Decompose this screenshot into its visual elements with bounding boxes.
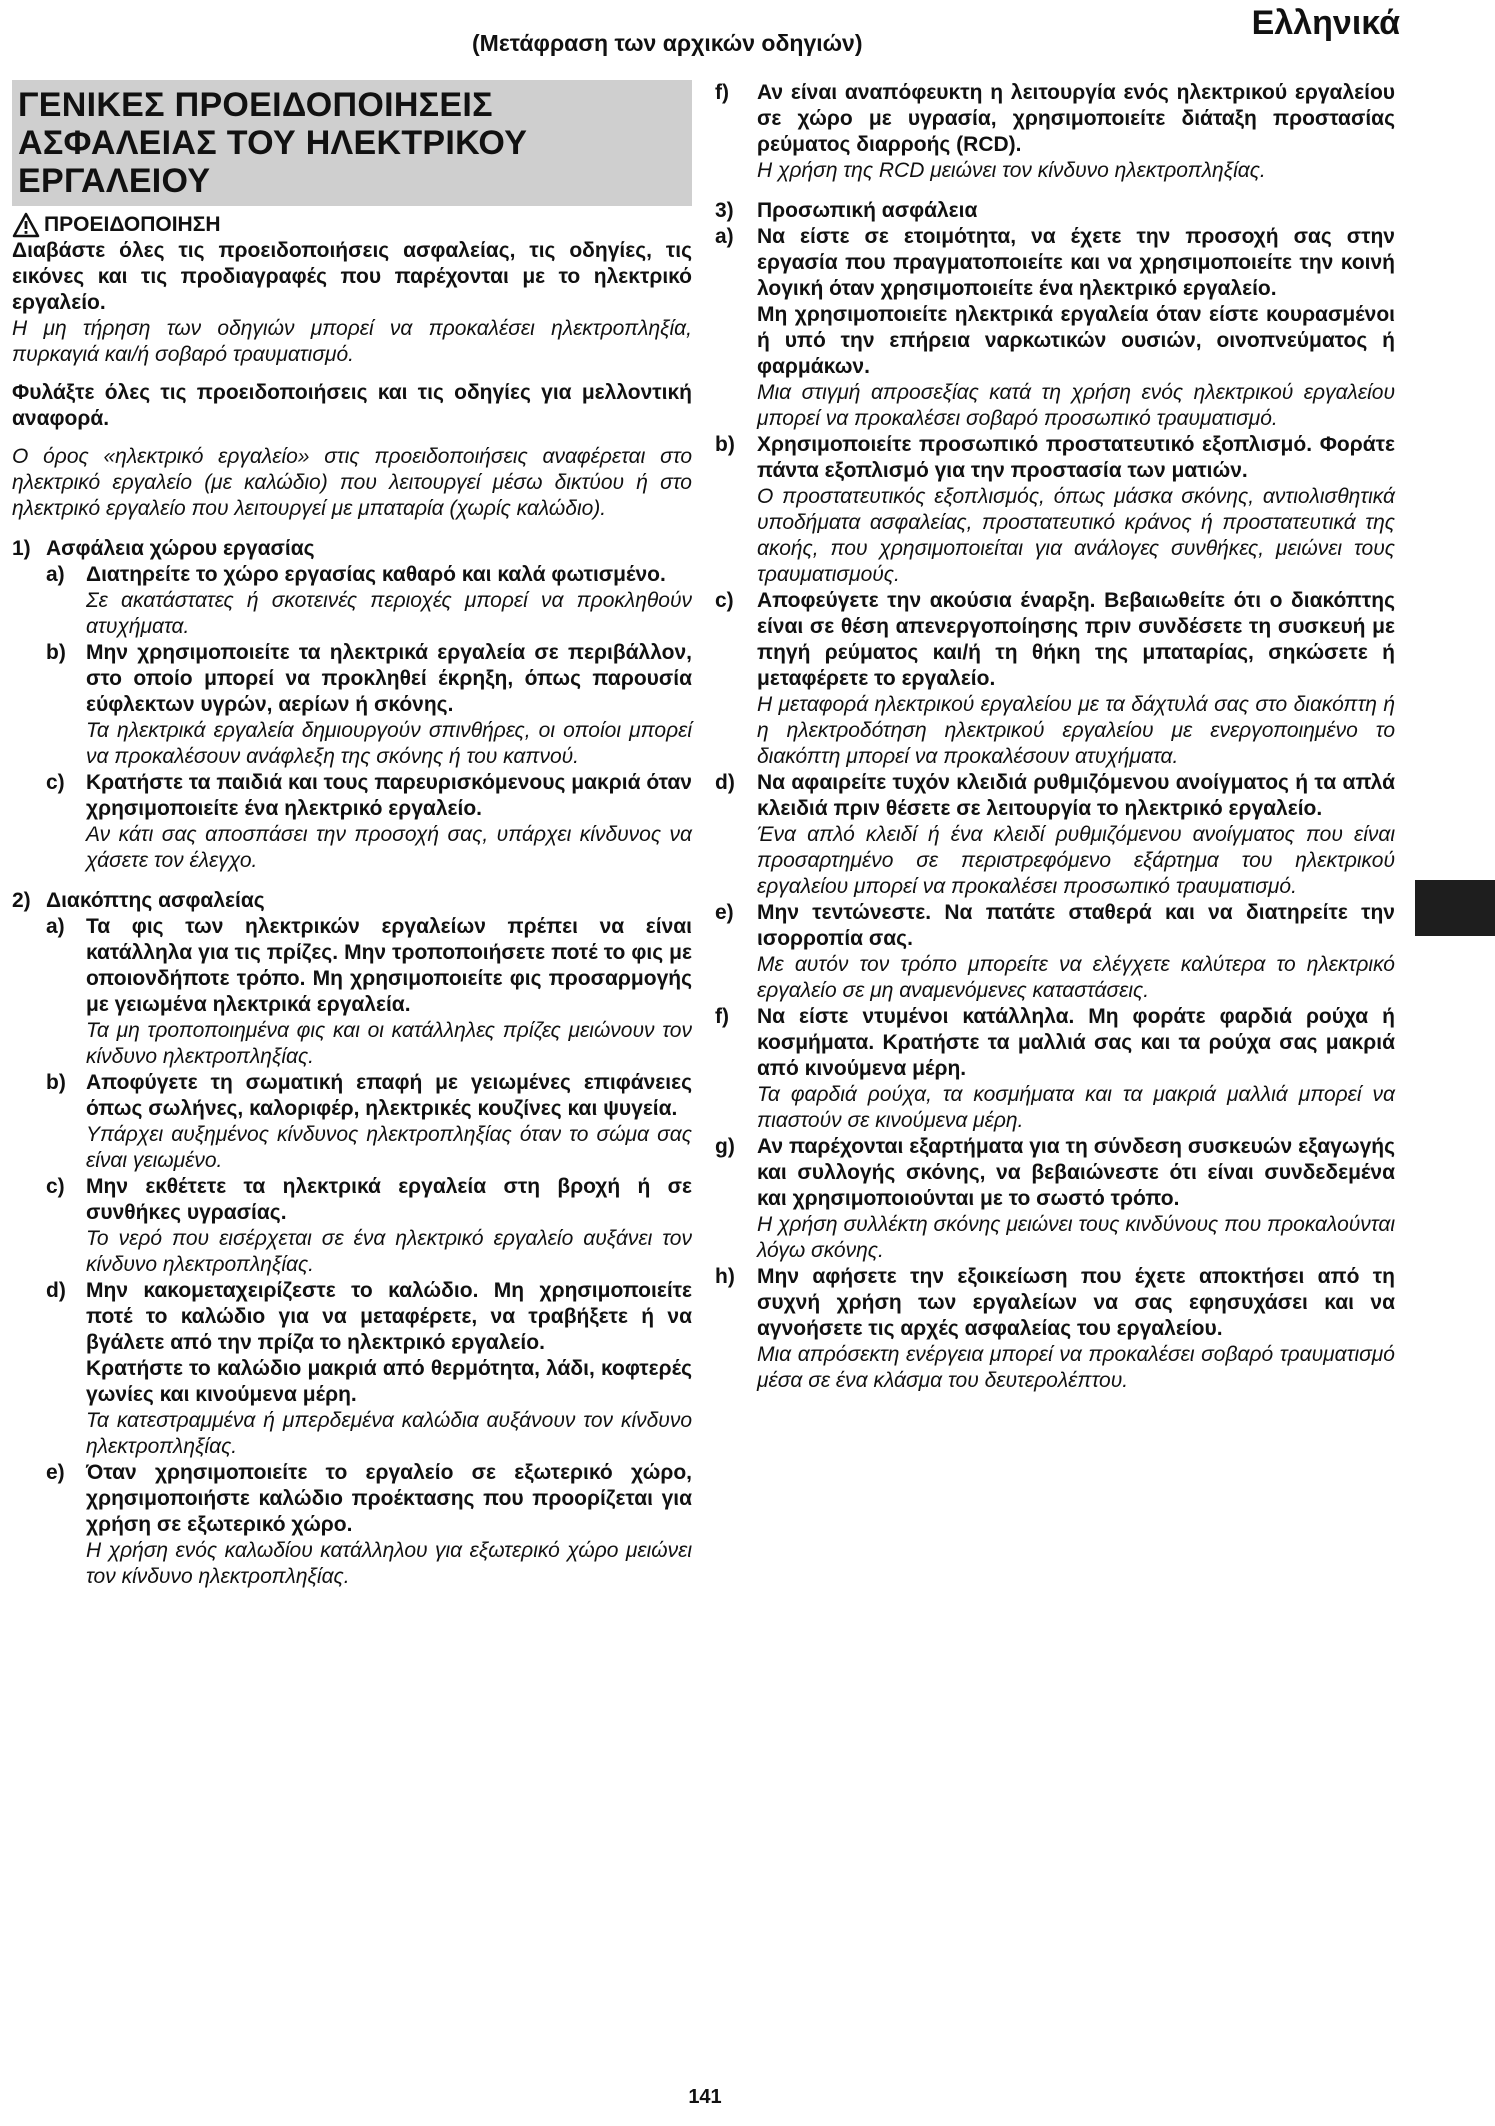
- item-instruction-extra: Μη χρησιμοποιείτε ηλεκτρικά εργαλεία όταν είστε κουρασμένοι ή υπό την επήρεια ναρκωτικών ουσιών, οινοπνεύματος ή φαρμάκων.: [757, 303, 1395, 378]
- item-instruction: Διατηρείτε το χώρο εργασίας καθαρό και καλά φωτισμένο.: [86, 563, 666, 586]
- list-item: [46, 1278, 692, 1460]
- item-label: a): [715, 225, 734, 248]
- list-item: [715, 770, 1395, 900]
- list-item: [46, 1070, 692, 1174]
- section-1-list: [12, 562, 692, 874]
- list-item: [715, 900, 1395, 1004]
- list-item: [46, 914, 692, 1070]
- section-3-heading: [715, 198, 1395, 224]
- intro-consequence: Η μη τήρηση των οδηγιών μπορεί να προκαλέσει ηλεκτροπληξία, πυρκαγιά και/ή σοβαρό τραυματισμό.: [12, 317, 692, 366]
- page-title: [12, 80, 692, 206]
- item-explanation: Αν κάτι σας αποσπάσει την προσοχή σας, υπάρχει κίνδυνος να χάσετε τον έλεγχο.: [86, 823, 692, 872]
- item-label: e): [46, 1461, 65, 1484]
- item-explanation: Με αυτόν τον τρόπο μπορείτε να ελέγχετε καλύτερα το ηλεκτρικό εργαλείο σε μη αναμενόμενες καταστάσεις.: [757, 953, 1395, 1002]
- intro-keep-instructions: Φυλάξτε όλες τις προειδοποιήσεις και τις οδηγίες για μελλοντική αναφορά.: [12, 381, 692, 430]
- list-item: [715, 1004, 1395, 1134]
- item-instruction: Μην κακομεταχειρίζεστε το καλώδιο. Μη χρησιμοποιείτε ποτέ το καλώδιο για να μεταφέρετε, να τραβήξετε ή να βγάλετε από την πρίζα το ηλεκτρικό εργαλείο.: [86, 1279, 692, 1354]
- list-item: [46, 640, 692, 770]
- item-instruction: Χρησιμοποιείτε προσωπικό προστατευτικό εξοπλισμό. Φοράτε πάντα εξοπλισμό για την προστασία των ματιών.: [757, 433, 1395, 482]
- item-explanation: Ο προστατευτικός εξοπλισμός, όπως μάσκα σκόνης, αντιολισθητικά υποδήματα ασφαλείας, προστατευτικό κράνος ή προστατευτικά της ακοής, που χρησιμοποιείται για ανάλογες συνθήκες, μειώνει τους τραυματισμούς.: [757, 485, 1395, 586]
- list-item: [715, 80, 1395, 184]
- list-item: [46, 562, 692, 640]
- section-tab-marker: [1415, 880, 1495, 936]
- item-explanation: Τα φαρδιά ρούχα, τα κοσμήματα και τα μακριά μαλλιά μπορεί να πιαστούν σε κινούμενα μέρη.: [757, 1083, 1395, 1132]
- item-label: f): [715, 81, 729, 104]
- item-instruction: Να είστε ντυμένοι κατάλληλα. Μη φοράτε φαρδιά ρούχα ή κοσμήματα. Κρατήστε τα μαλλιά σας και τα ρούχα σας μακριά από κινούμενα μέρη.: [757, 1005, 1395, 1080]
- item-label: f): [715, 1005, 729, 1028]
- item-instruction: Τα φις των ηλεκτρικών εργαλείων πρέπει να είναι κατάλληλα για τις πρίζες. Μην τροποποιήσετε ποτέ το φις με οποιονδήποτε τρόπο. Μη χρησιμοποιείτε φις προσαρμογής με γειωμένα ηλεκτρικά εργαλεία.: [86, 915, 692, 1016]
- section-title: Προσωπική ασφάλεια: [757, 199, 978, 222]
- item-instruction: Όταν χρησιμοποιείτε το εργαλείο σε εξωτερικό χώρο, χρησιμοποιήστε καλώδιο προέκτασης που προορίζεται για χρήση σε εξωτερικό χώρο.: [86, 1461, 692, 1536]
- item-instruction: Να είστε σε ετοιμότητα, να έχετε την προσοχή σας στην εργασία που πραγματοποιείτε και να χρησιμοποιείτε την κοινή λογική όταν χρησιμοποιείτε ένα ηλεκτρικό εργαλείο.: [757, 225, 1395, 300]
- item-explanation: Η μεταφορά ηλεκτρικού εργαλείου με τα δάχτυλά σας στο διακόπτη ή η ηλεκτροδότηση ηλεκτρικού εργαλείου με ενεργοποιημένο το διακόπτη μπορεί να προκαλέσουν ατυχήματα.: [757, 693, 1395, 768]
- item-instruction: Μην χρησιμοποιείτε τα ηλεκτρικά εργαλεία σε περιβάλλον, στο οποίο μπορεί να προκληθεί έκρηξη, όπως παρουσία εύφλεκτων υγρών, αερίων ή σκόνης.: [86, 641, 692, 716]
- section-title: Ασφάλεια χώρου εργασίας: [46, 537, 315, 560]
- item-explanation: Τα μη τροποποιημένα φις και οι κατάλληλες πρίζες μειώνουν τον κίνδυνο ηλεκτροπληξίας.: [86, 1019, 692, 1068]
- list-item: [715, 432, 1395, 588]
- item-instruction: Κρατήστε τα παιδιά και τους παρευρισκόμενους μακριά όταν χρησιμοποιείτε ένα ηλεκτρικό εργαλείο.: [86, 771, 692, 820]
- section-2-heading: [12, 888, 692, 914]
- section-number: 3): [715, 199, 734, 222]
- left-column: [12, 80, 692, 1590]
- title-line: ΕΡΓΑΛΕΙΟΥ: [18, 162, 211, 200]
- item-label: d): [715, 771, 735, 794]
- list-item: [715, 1264, 1395, 1394]
- section-number: 2): [12, 889, 31, 912]
- list-item: [715, 224, 1395, 432]
- title-line: ΑΣΦΑΛΕΙΑΣ ΤΟΥ ΗΛΕΚΤΡΙΚΟΥ: [18, 124, 528, 162]
- item-explanation: Ένα απλό κλειδί ή ένα κλειδί ρυθμιζόμενου ανοίγματος που είναι προσαρτημένο σε περιστρεφόμενο εξάρτημα του ηλεκτρικού εργαλείου μπορεί να προκαλέσει προσωπικό τραυματισμό.: [757, 823, 1395, 898]
- item-explanation: Το νερό που εισέρχεται σε ένα ηλεκτρικό εργαλείο αυξάνει τον κίνδυνο ηλεκτροπληξίας.: [86, 1227, 692, 1276]
- item-label: c): [46, 1175, 65, 1198]
- item-label: a): [46, 915, 65, 938]
- warning-label: ΠΡΟΕΙΔΟΠΟΙΗΣΗ: [44, 213, 221, 236]
- intro-read-all: Διαβάστε όλες τις προειδοποιήσεις ασφαλείας, τις οδηγίες, τις εικόνες και τις προδιαγραφές που παρέχονται με το ηλεκτρικό εργαλείο.: [12, 239, 692, 314]
- item-explanation: Η χρήση συλλέκτη σκόνης μειώνει τους κινδύνους που προκαλούνται λόγω σκόνης.: [757, 1213, 1395, 1262]
- item-explanation: Μια στιγμή απροσεξίας κατά τη χρήση ενός ηλεκτρικού εργαλείου μπορεί να προκαλέσει σοβαρό προσωπικό τραυματισμό.: [757, 381, 1395, 430]
- list-item: [46, 1174, 692, 1278]
- item-instruction: Μην τεντώνεστε. Να πατάτε σταθερά και να διατηρείτε την ισορροπία σας.: [757, 901, 1395, 950]
- item-label: b): [715, 433, 735, 456]
- item-label: c): [46, 771, 65, 794]
- section-1-heading: [12, 536, 692, 562]
- item-label: d): [46, 1279, 66, 1302]
- intro-definition: Ο όρος «ηλεκτρικό εργαλείο» στις προειδοποιήσεις αναφέρεται στο ηλεκτρικό εργαλείο (με καλώδιο) που λειτουργεί μέσω δικτύου ή στο ηλεκτρικό εργαλείο που λειτουργεί με μπαταρία (χωρίς καλώδιο).: [12, 445, 692, 520]
- warning-triangle-icon: [12, 212, 40, 238]
- item-instruction: Μην εκθέτετε τα ηλεκτρικά εργαλεία στη βροχή ή σε συνθήκες υγρασίας.: [86, 1175, 692, 1224]
- item-label: e): [715, 901, 734, 924]
- page-number: 141: [688, 2086, 722, 2108]
- item-instruction: Αποφεύγετε την ακούσια έναρξη. Βεβαιωθείτε ότι ο διακόπτης είναι σε θέση απενεργοποίησης πριν συνδέσετε τη συσκευή με πηγή ρεύματος και/ή τη θήκη της μπαταρίας, σηκώσετε ή μεταφέρετε το εργαλείο.: [757, 589, 1395, 690]
- title-line: ΓΕΝΙΚΕΣ ΠΡΟΕΙΔΟΠΟΙΗΣΕΙΣ: [18, 86, 493, 124]
- list-item: [715, 588, 1395, 770]
- right-column: [715, 80, 1395, 1394]
- item-explanation: Υπάρχει αυξημένος κίνδυνος ηλεκτροπληξίας όταν το σώμα σας είναι γειωμένο.: [86, 1123, 692, 1172]
- item-explanation: Σε ακατάστατες ή σκοτεινές περιοχές μπορεί να προκληθούν ατυχήματα.: [86, 589, 692, 638]
- item-explanation: Η χρήση της RCD μειώνει τον κίνδυνο ηλεκτροπληξίας.: [757, 159, 1266, 182]
- item-instruction: Μην αφήσετε την εξοικείωση που έχετε αποκτήσει από τη συχνή χρήση των εργαλείων να σας εφησυχάσει και να αγνοήσετε τις αρχές ασφαλείας του εργαλείου.: [757, 1265, 1395, 1340]
- warning-heading: [12, 212, 692, 238]
- section-title: Διακόπτης ασφαλείας: [46, 889, 265, 912]
- language-label: Ελληνικά: [1251, 4, 1400, 42]
- item-instruction: Αν παρέχονται εξαρτήματα για τη σύνδεση συσκευών εξαγωγής και συλλογής σκόνης, να βεβαιώνεστε ότι είναι συνδεδεμένα και χρησιμοποιούνται με το σωστό τρόπο.: [757, 1135, 1395, 1210]
- list-item: [715, 1134, 1395, 1264]
- section-2-list: [12, 914, 692, 1590]
- item-explanation: Τα κατεστραμμένα ή μπερδεμένα καλώδια αυξάνουν τον κίνδυνο ηλεκτροπληξίας.: [86, 1409, 692, 1458]
- translation-note: (Μετάφραση των αρχικών οδηγιών): [472, 30, 863, 56]
- item-instruction-extra: Κρατήστε το καλώδιο μακριά από θερμότητα, λάδι, κοφτερές γωνίες και κινούμενα μέρη.: [86, 1357, 692, 1406]
- item-label: a): [46, 563, 65, 586]
- item-instruction: Αν είναι αναπόφευκτη η λειτουργία ενός ηλεκτρικού εργαλείου σε χώρο με υγρασία, χρησιμοποιείτε διάταξη προστασίας ρεύματος διαρροής (RCD).: [757, 81, 1395, 156]
- section-number: 1): [12, 537, 31, 560]
- item-label: g): [715, 1135, 735, 1158]
- section-3-list: [715, 224, 1395, 1394]
- item-label: c): [715, 589, 734, 612]
- item-instruction: Αποφύγετε τη σωματική επαφή με γειωμένες επιφάνειες όπως σωλήνες, καλοριφέρ, ηλεκτρικές κουζίνες και ψυγεία.: [86, 1071, 692, 1120]
- item-explanation: Τα ηλεκτρικά εργαλεία δημιουργούν σπινθήρες, οι οποίοι μπορεί να προκαλέσουν ανάφλεξη της σκόνης ή του καπνού.: [86, 719, 692, 768]
- item-explanation: Η χρήση ενός καλωδίου κατάλληλου για εξωτερικό χώρο μειώνει τον κίνδυνο ηλεκτροπληξίας.: [86, 1539, 692, 1588]
- item-explanation: Μια απρόσεκτη ενέργεια μπορεί να προκαλέσει σοβαρό τραυματισμό μέσα σε ένα κλάσμα του δευτερολέπτου.: [757, 1343, 1395, 1392]
- item-label: b): [46, 1071, 66, 1094]
- list-item: [46, 1460, 692, 1590]
- list-item: [46, 770, 692, 874]
- item-label: h): [715, 1265, 735, 1288]
- item-label: b): [46, 641, 66, 664]
- item-instruction: Να αφαιρείτε τυχόν κλειδιά ρυθμιζόμενου ανοίγματος ή τα απλά κλειδιά πριν θέσετε σε λειτουργία το ηλεκτρικό εργαλείο.: [757, 771, 1395, 820]
